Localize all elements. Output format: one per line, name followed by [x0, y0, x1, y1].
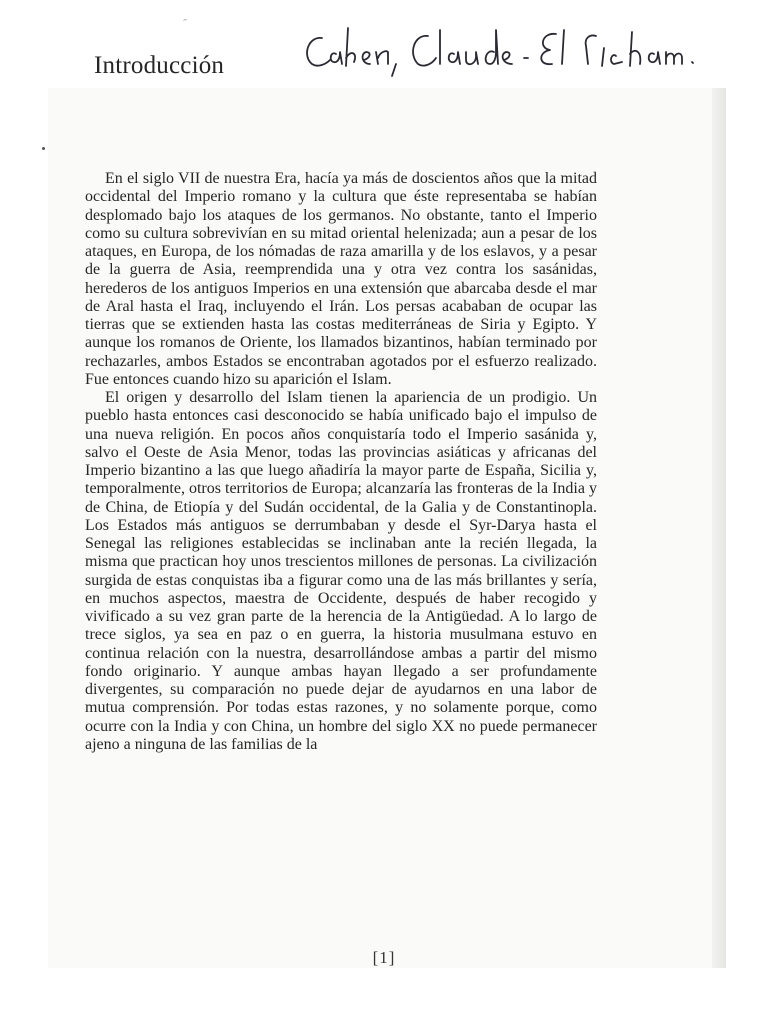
page-edge-shadow: [712, 88, 726, 968]
section-heading: Introducción: [94, 52, 225, 79]
paragraph-2: El origen y desarrollo del Islam tienen la apariencia de un prodigio. Un pueblo hasta entonces casi desconocido se había unificado bajo el impulso de una nueva religión. En pocos años conquistaría todo el Imperio sasánida y, salvo el Oeste de Asia Menor, todas las provincias asiáticas y africanas del Imperio bizantino a las que luego añadiría la mayor parte de España, Sicilia y, temporalmente, otros territorios de Europa; alcanzaría las fronteras de la India y de China, de Etiopía y del Sudán occidental, de la Galia y de Constantinopla. Los Estados más antiguos se derrumbaban y desde el Syr-Darya hasta el Senegal las religiones establecidas se inclinaban ante la recién llegada, la misma que practican hoy unos trescientos millones de personas. La civilización surgida de estas conquistas iba a figurar como una de las más brillantes y sería, en muchos aspectos, maestra de Occidente, después de haber recogido y vivificado a su vez gran parte de la herencia de la Antigüedad. A lo largo de trece siglos, ya sea en paz o en guerra, la historia musulmana estuvo en continua relación con la nuestra, desarrollándose ambas a partir del mismo fondo originario. Y aunque ambas hayan llegado a ser profundamente divergentes, su comparación no puede dejar de ayudarnos en una labor de mutua comprensión. Por todas estas razones, y no solamente porque, como ocurre con la India y con China, un hombre del siglo XX no puede permanecer ajeno a ninguna de las familias de la: [85, 389, 597, 753]
margin-dot: [42, 147, 45, 150]
paragraph-1: En el siglo VII de nuestra Era, hacía ya más de doscientos años que la mitad occidental del Imperio romano y la cultura que éste representaba se habían desplomado bajo los ataques de los germanos. No obstante, tanto el Imperio como su cultura sobrevivían en su mitad oriental helenizada; aun a pesar de los ataques, en Europa, de los nómadas de raza amarilla y de los eslavos, y a pesar de la guerra de Asia, reemprendida una y otra vez contra los sasánidas, herederos de los antiguos Imperios en una extensión que abarcaba desde el mar de Aral hasta el Iraq, incluyendo el Irán. Los persas acababan de ocupar las tierras que se extienden hasta las costas mediterráneas de Siria y Egipto. Y aunque los romanos de Oriente, los llamados bizantinos, habían terminado por rechazarles, ambos Estados se encontraban agotados por el esfuerzo realizado. Fue entonces cuando hizo su aparición el Islam.: [85, 170, 597, 388]
page-number: [1]: [372, 948, 396, 967]
stray-pencil-mark: ″: [183, 17, 188, 30]
handwritten-signature: [300, 8, 700, 78]
body-text: [85, 170, 597, 754]
